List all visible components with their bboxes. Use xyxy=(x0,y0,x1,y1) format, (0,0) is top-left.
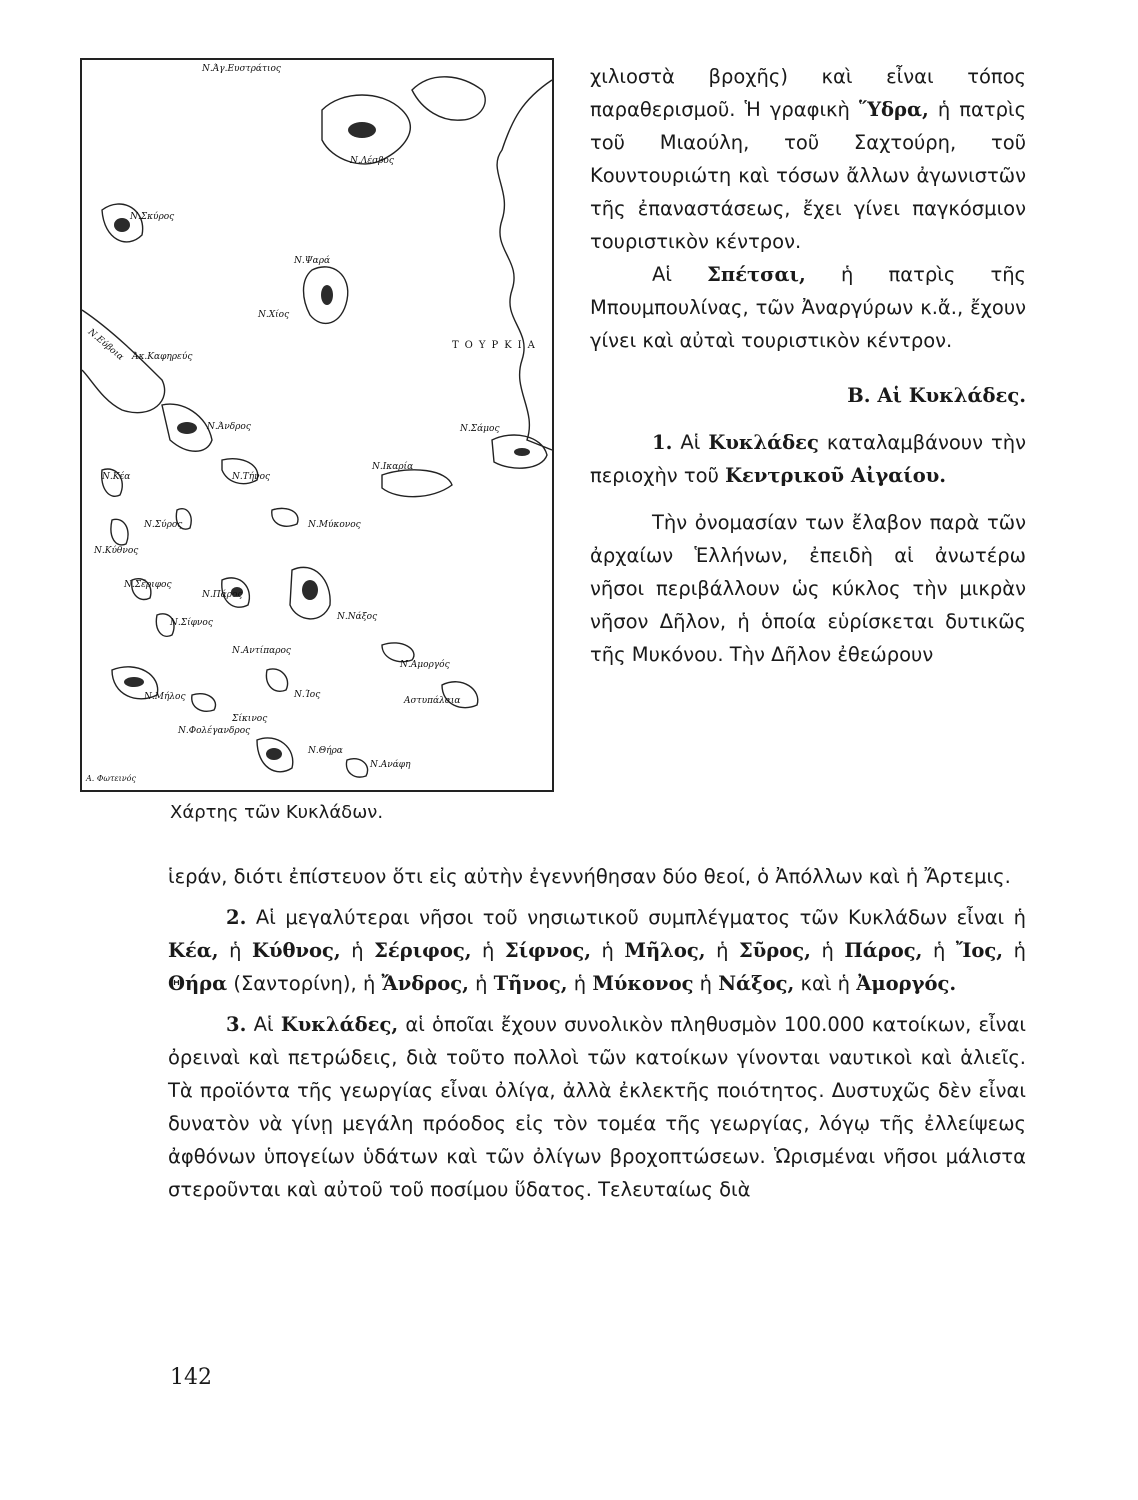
map-label-psara: Ν.Ψαρά xyxy=(294,256,331,266)
map-label-thira: Ν.Θήρα xyxy=(308,746,343,756)
paragraph-hydra: χιλιοστὰ βροχῆς) καὶ εἶναι τόπος παραθερισμοῦ. Ἡ γραφικὴ Ὕδρα, ἡ πατρὶς τοῦ Μιαούλη, τοῦ Σαχτούρη, τοῦ Κουντουριώτη καὶ τόσων ἄλλων ἀγωνιστῶν τῆς ἐπαναστάσεως, ἔχει γίνει παγκόσμιον τουριστικὸν κέντρον. xyxy=(590,65,1027,253)
paragraph-naming-cont: ἱεράν, διότι ἐπίστευον ὅτι εἰς αὐτὴν ἐγεννήθησαν δύο θεοί, ὁ Ἀπόλλων καὶ ἡ Ἄρτεμις. xyxy=(168,865,1011,888)
map-label-andros: Ν.Άνδρος xyxy=(207,422,251,432)
map-label-amorgos: Ν.Αμοργός xyxy=(400,660,450,670)
paragraph-3: 3. Αἱ Κυκλάδες, αἱ ὁποῖαι ἔχουν συνολικὸν πληθυσμὸν 100.000 κατοίκων, εἶναι ὀρειναὶ καὶ πετρώδεις, διὰ τοῦτο πολλοὶ τῶν κατοίκων γίνονται ναυτικοὶ καὶ ἁλιεῖς. Τὰ προϊόντα τῆς γεωργίας εἶναι ὀλίγα, ἀλλὰ ἐκλεκτῆς ποιότητος. Δυστυχῶς δὲν εἶναι δυνατὸν νὰ γίνῃ μεγάλη πρόοδος εἰς τὸν τομέα τῆς γεωργίας, λόγῳ τῆς ἐλλείψεως ἀφθόνων ὑπογείων ὑδάτων καὶ τῶν ὀλίγων βροχοπτώσεων. Ὡρισμέναι νῆσοι μάλιστα στεροῦνται καὶ αὐτοῦ τοῦ ποσίμου ὕδατος. Τελευταίως διὰ xyxy=(168,1013,1027,1201)
map-label-serifos: Ν.Σέριφος xyxy=(124,580,172,590)
map-label-kea: Ν.Κέα xyxy=(102,472,131,482)
full-width-text xyxy=(168,860,1026,1206)
map-caption: Χάρτης τῶν Κυκλάδων. xyxy=(170,802,384,823)
map-label-skyros: Ν.Σκύρος xyxy=(130,212,175,222)
map-label-mykonos: Ν.Μύκονος xyxy=(308,520,361,530)
map-label-chios: Ν.Χίος xyxy=(258,310,290,320)
map-label-evia: Ν.Εύβοια xyxy=(85,327,126,363)
paragraph-naming: Τὴν ὀνομασίαν των ἔλαβον παρὰ τῶν ἀρχαίων Ἑλλήνων, ἐπειδὴ αἱ ἀνωτέρω νῆσοι περιβάλλουν ὡς κύκλος τὴν μικρὰν νῆσον Δῆλον, ἡ ὁποία εὑρίσκεται δυτικῶς τῆς Μυκόνου. Τὴν Δῆλον ἐθεώρουν xyxy=(590,511,1026,666)
paragraph-spetses: Αἱ Σπέτσαι, ἡ πατρὶς τῆς Μπουμπουλίνας, τῶν Ἀναργύρων κ.ἄ., ἔχουν γίνει καὶ αὐταὶ τουριστικὸν κέντρον. xyxy=(590,263,1026,352)
map-label-lesvos: Ν.Λέσβος xyxy=(350,156,394,166)
map-label-kafireus: Άκ.Καφηρεύς xyxy=(132,352,193,362)
map-label-ios: Ν.Ίος xyxy=(294,690,321,700)
page-number: 142 xyxy=(170,1365,212,1390)
map-label-anafi: Ν.Ανάφη xyxy=(370,760,411,770)
map-label-syros: Ν.Σύρος xyxy=(144,520,183,530)
paragraph-2: 2. Αἱ μεγαλύτεραι νῆσοι τοῦ νησιωτικοῦ συμπλέγματος τῶν Κυκλάδων εἶναι ἡ Κέα, ἡ Κύθνος, ἡ Σέριφος, ἡ Σίφνος, ἡ Μῆλος, ἡ Σῦρος, ἡ Πάρος, ἡ Ἴος, ἡ Θήρα (Σαντορίνη), ἡ Ἄνδρος, ἡ Τῆνος, ἡ Μύκονος ἡ Νάξος, καὶ ἡ Ἀμοργός. xyxy=(168,906,1027,995)
section-heading: Β. Αἱ Κυκλάδες. xyxy=(847,384,1026,407)
map-credit: Α. Φωτεινός xyxy=(86,774,136,783)
map-label-kythnos: Ν.Κύθνος xyxy=(94,546,139,556)
cyclades-map xyxy=(80,58,554,792)
map-label-ag-efstratios: Ν.Άγ.Ευστράτιος xyxy=(202,64,281,74)
map-label-sifnos: Ν.Σίφνος xyxy=(170,618,213,628)
paragraph-1: 1. Αἱ Κυκλάδες καταλαμβάνουν τὴν περιοχὴν τοῦ Κεντρικοῦ Αἰγαίου. xyxy=(590,431,1026,487)
map-label-ikaria: Ν.Ικαρία xyxy=(372,462,414,472)
map-label-astypalaia: Αστυπάλαια xyxy=(404,696,461,706)
map-label-antiparos: Ν.Αντίπαρος xyxy=(232,646,291,656)
map-label-tinos: Ν.Τήνος xyxy=(232,472,271,482)
map-label-paros: Ν.Πάρος xyxy=(202,590,243,600)
map-label-naxos: Ν.Νάξος xyxy=(337,612,378,622)
right-column xyxy=(590,60,1026,671)
map-label-sikinos: Σίκινος xyxy=(232,714,268,724)
map-label-folegandros: Ν.Φολέγανδρος xyxy=(178,726,251,736)
map-label-samos: Ν.Σάμος xyxy=(460,424,500,434)
map-label-milos: Ν.Μήλος xyxy=(144,692,186,702)
map-label-tourkia: ΤΟΥΡΚΙΑ xyxy=(452,340,541,351)
